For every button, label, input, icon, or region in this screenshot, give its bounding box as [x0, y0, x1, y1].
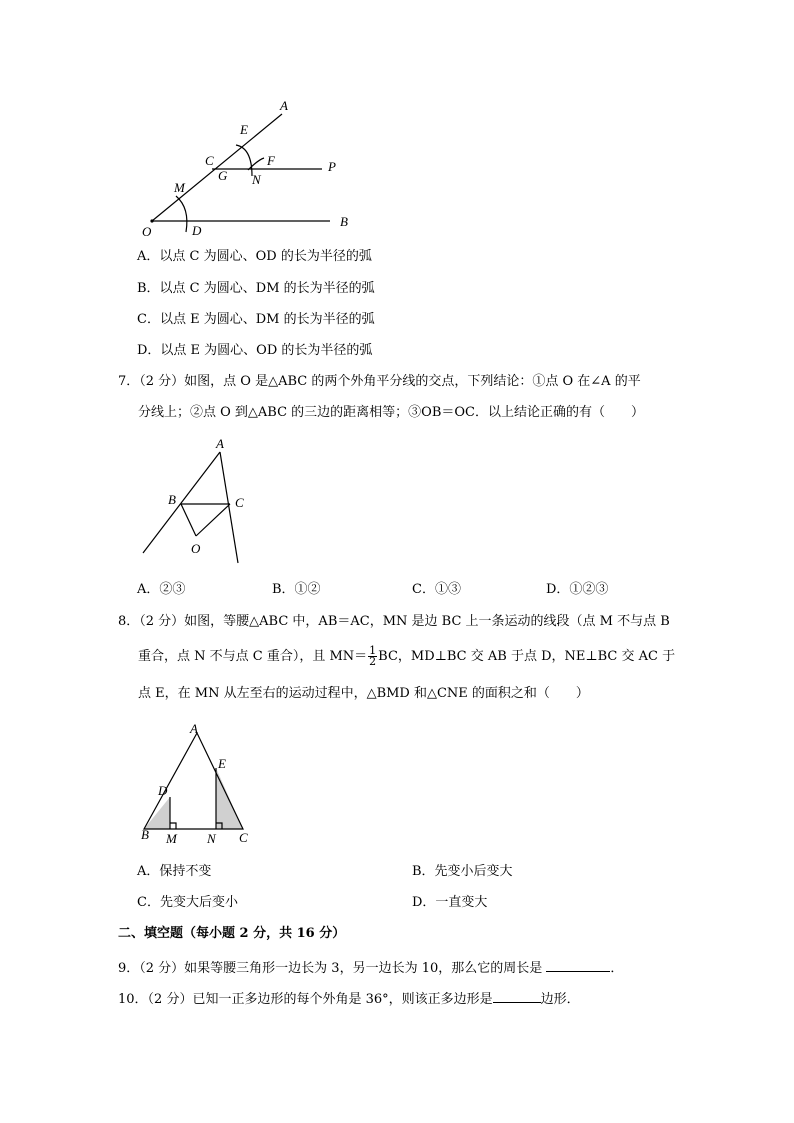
fraction-numerator: 1 [369, 644, 377, 657]
q10-answer-blank[interactable] [493, 989, 541, 1003]
q7-stem-line2: 分线上；②点 O 到△ABC 的三边的距离相等；③OB＝OC．以上结论正确的有（ ） [138, 405, 644, 420]
q10-text: 10．（2 分）已知一正多边形的每个外角是 36°，则该正多边形是 [118, 992, 493, 1007]
q8-label-E: E [218, 756, 226, 771]
q6-option-c[interactable]: C．以点 E 为圆心、DM 的长为半径的弧 [137, 312, 375, 327]
q8-label-M: M [166, 831, 177, 846]
q7-option-d[interactable]: D．①②③ [546, 582, 609, 597]
label-B: B [340, 214, 348, 229]
q8-line2-part-a: 重合，点 N 不与点 C 重合），且 MN＝ [138, 649, 368, 664]
q7-stem-line1: 7．（2 分）如图，点 O 是△ABC 的两个外角平分线的交点，下列结论：①点 O 在∠A 的平 [118, 374, 641, 389]
q8-option-c[interactable]: C．先变大后变小 [137, 895, 238, 910]
shaded-triangle-BMD [144, 797, 170, 829]
q6-option-b[interactable]: B．以点 C 为圆心、DM 的长为半径的弧 [137, 281, 375, 296]
q6-option-d[interactable]: D．以点 E 为圆心、OD 的长为半径的弧 [137, 343, 373, 358]
q7-label-A: A [216, 436, 224, 451]
q8-option-a[interactable]: A．保持不变 [137, 864, 212, 879]
q8-label-N: N [207, 831, 216, 846]
section-fill-in-heading: 二、填空题（每小题 2 分，共 16 分） [118, 926, 346, 941]
q9-answer-blank[interactable] [546, 958, 610, 972]
q8-stem-line1: 8．（2 分）如图，等腰△ABC 中，AB＝AC，MN 是边 BC 上一条运动的线段（点 M 不与点 B [118, 614, 670, 629]
q10-stem [118, 989, 580, 1008]
q8-label-B: B [141, 827, 149, 842]
label-F: F [267, 153, 275, 168]
q7-option-a[interactable]: A．②③ [137, 582, 186, 597]
q8-option-d[interactable]: D．一直变大 [412, 895, 488, 910]
q8-label-D: D [158, 783, 168, 798]
q9-text: 9．（2 分）如果等腰三角形一边长为 3，另一边长为 10，那么它的周长是 [118, 961, 543, 976]
label-C: C [205, 153, 214, 168]
q7-option-c[interactable]: C．①③ [412, 582, 461, 597]
label-M: M [174, 180, 185, 195]
label-N: N [252, 172, 261, 187]
label-G: G [218, 168, 228, 183]
q8-line2-part-b: BC，MD⊥BC 交 AB 于点 D，NE⊥BC 交 AC 于 [378, 649, 676, 664]
label-E: E [240, 122, 248, 137]
label-D: D [192, 223, 202, 238]
fraction-denominator: 2 [369, 655, 377, 668]
label-P: P [328, 159, 336, 174]
q8-stem-line3: 点 E，在 MN 从左至右的运动过程中，△BMD 和△CNE 的面积之和（ ） [138, 686, 589, 701]
q8-option-b[interactable]: B．先变小后变大 [412, 864, 513, 879]
q10-end: 边形． [540, 992, 580, 1007]
q7-label-C: C [235, 495, 244, 510]
q8-label-A: A [190, 721, 198, 736]
q7-option-b[interactable]: B．①② [272, 582, 321, 597]
q8-label-C: C [239, 830, 248, 845]
q7-label-O: O [191, 541, 201, 556]
label-A: A [280, 98, 288, 113]
right-angle-mark-M [170, 823, 176, 829]
q7-label-B: B [168, 492, 176, 507]
q9-stem [118, 958, 623, 977]
q9-end: ． [610, 961, 624, 976]
q6-option-a[interactable]: A．以点 C 为圆心、OD 的长为半径的弧 [137, 249, 372, 264]
label-O: O [142, 224, 152, 239]
